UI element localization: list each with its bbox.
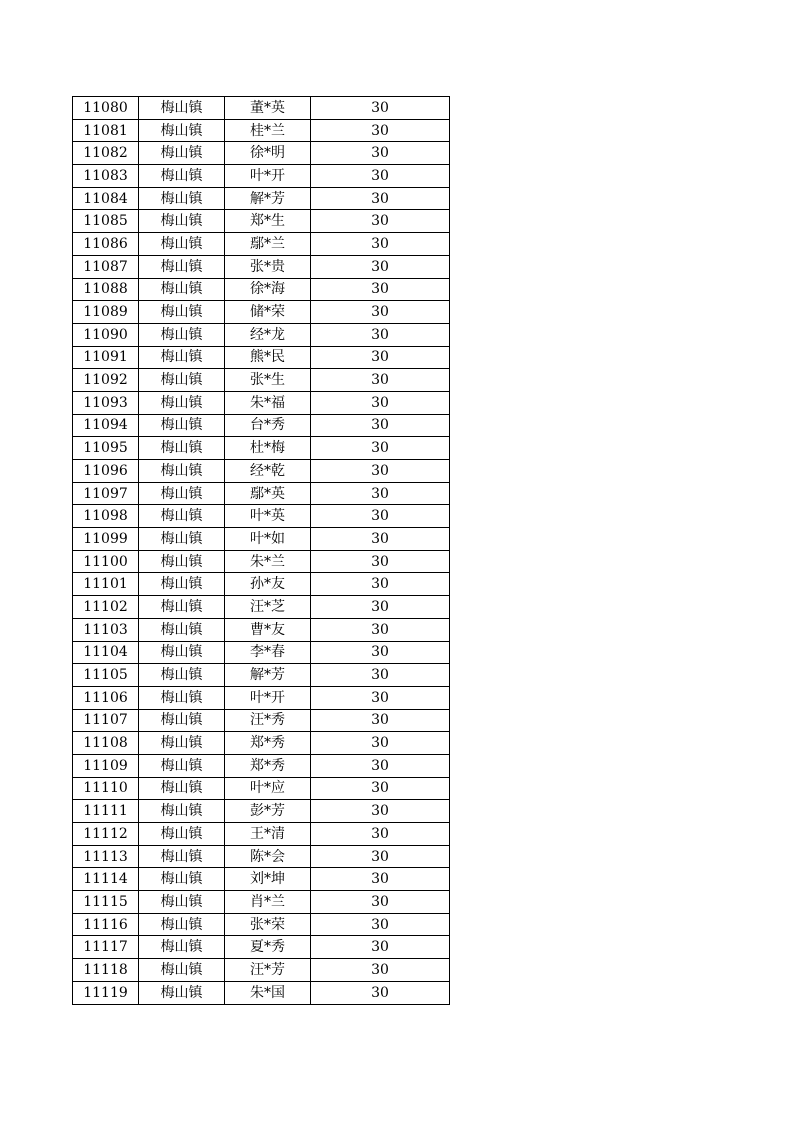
id-cell: 11112: [73, 823, 139, 846]
town-cell: 梅山镇: [139, 414, 225, 437]
name-cell: 郑*秀: [225, 754, 311, 777]
town-cell: 梅山镇: [139, 573, 225, 596]
name-cell: 汪*芳: [225, 959, 311, 982]
town-cell: 梅山镇: [139, 255, 225, 278]
town-cell: 梅山镇: [139, 936, 225, 959]
table-row: [73, 959, 450, 982]
id-cell: 11118: [73, 959, 139, 982]
id-cell: 11098: [73, 505, 139, 528]
id-cell: 11086: [73, 233, 139, 256]
id-cell: 11104: [73, 641, 139, 664]
table-row: [73, 301, 450, 324]
town-cell: 梅山镇: [139, 959, 225, 982]
id-cell: 11101: [73, 573, 139, 596]
amount-cell: 30: [311, 845, 450, 868]
table-row: [73, 777, 450, 800]
table-row: [73, 845, 450, 868]
table-row: [73, 618, 450, 641]
amount-cell: 30: [311, 573, 450, 596]
name-cell: 叶*应: [225, 777, 311, 800]
town-cell: 梅山镇: [139, 391, 225, 414]
name-cell: 储*荣: [225, 301, 311, 324]
name-cell: 陈*会: [225, 845, 311, 868]
name-cell: 叶*开: [225, 165, 311, 188]
id-cell: 11114: [73, 868, 139, 891]
table-row: [73, 868, 450, 891]
name-cell: 刘*坤: [225, 868, 311, 891]
name-cell: 王*清: [225, 823, 311, 846]
amount-cell: 30: [311, 732, 450, 755]
name-cell: 叶*开: [225, 686, 311, 709]
amount-cell: 30: [311, 323, 450, 346]
table-row: [73, 913, 450, 936]
id-cell: 11115: [73, 891, 139, 914]
id-cell: 11106: [73, 686, 139, 709]
name-cell: 郑*生: [225, 210, 311, 233]
amount-cell: 30: [311, 913, 450, 936]
amount-cell: 30: [311, 346, 450, 369]
name-cell: 解*芳: [225, 187, 311, 210]
id-cell: 11094: [73, 414, 139, 437]
town-cell: 梅山镇: [139, 482, 225, 505]
id-cell: 11111: [73, 800, 139, 823]
town-cell: 梅山镇: [139, 641, 225, 664]
table-row: [73, 437, 450, 460]
id-cell: 11082: [73, 142, 139, 165]
table-row: [73, 664, 450, 687]
table-row: [73, 936, 450, 959]
amount-cell: 30: [311, 142, 450, 165]
id-cell: 11119: [73, 981, 139, 1004]
id-cell: 11088: [73, 278, 139, 301]
amount-cell: 30: [311, 868, 450, 891]
table-row: [73, 255, 450, 278]
table-row: [73, 641, 450, 664]
amount-cell: 30: [311, 823, 450, 846]
town-cell: 梅山镇: [139, 618, 225, 641]
town-cell: 梅山镇: [139, 845, 225, 868]
table-row: [73, 142, 450, 165]
name-cell: 朱*兰: [225, 550, 311, 573]
table-row: [73, 823, 450, 846]
town-cell: 梅山镇: [139, 437, 225, 460]
town-cell: 梅山镇: [139, 686, 225, 709]
id-cell: 11116: [73, 913, 139, 936]
town-cell: 梅山镇: [139, 981, 225, 1004]
amount-cell: 30: [311, 754, 450, 777]
amount-cell: 30: [311, 255, 450, 278]
name-cell: 曹*友: [225, 618, 311, 641]
data-table: [72, 96, 450, 1005]
table-row: [73, 754, 450, 777]
town-cell: 梅山镇: [139, 823, 225, 846]
town-cell: 梅山镇: [139, 913, 225, 936]
table-row: [73, 97, 450, 120]
town-cell: 梅山镇: [139, 550, 225, 573]
amount-cell: 30: [311, 210, 450, 233]
table-row: [73, 414, 450, 437]
amount-cell: 30: [311, 709, 450, 732]
name-cell: 叶*如: [225, 528, 311, 551]
town-cell: 梅山镇: [139, 119, 225, 142]
name-cell: 郑*秀: [225, 732, 311, 755]
town-cell: 梅山镇: [139, 868, 225, 891]
id-cell: 11092: [73, 369, 139, 392]
name-cell: 熊*民: [225, 346, 311, 369]
town-cell: 梅山镇: [139, 709, 225, 732]
table-row: [73, 165, 450, 188]
name-cell: 张*贵: [225, 255, 311, 278]
name-cell: 孙*友: [225, 573, 311, 596]
id-cell: 11089: [73, 301, 139, 324]
amount-cell: 30: [311, 301, 450, 324]
id-cell: 11103: [73, 618, 139, 641]
town-cell: 梅山镇: [139, 596, 225, 619]
amount-cell: 30: [311, 777, 450, 800]
town-cell: 梅山镇: [139, 800, 225, 823]
table-row: [73, 346, 450, 369]
id-cell: 11110: [73, 777, 139, 800]
id-cell: 11102: [73, 596, 139, 619]
town-cell: 梅山镇: [139, 233, 225, 256]
id-cell: 11095: [73, 437, 139, 460]
town-cell: 梅山镇: [139, 777, 225, 800]
town-cell: 梅山镇: [139, 732, 225, 755]
amount-cell: 30: [311, 641, 450, 664]
amount-cell: 30: [311, 936, 450, 959]
amount-cell: 30: [311, 800, 450, 823]
table-row: [73, 800, 450, 823]
table-row: [73, 460, 450, 483]
table-row: [73, 391, 450, 414]
table-row: [73, 528, 450, 551]
table-row: [73, 187, 450, 210]
table-row: [73, 119, 450, 142]
id-cell: 11096: [73, 460, 139, 483]
town-cell: 梅山镇: [139, 142, 225, 165]
id-cell: 11107: [73, 709, 139, 732]
name-cell: 肖*兰: [225, 891, 311, 914]
name-cell: 夏*秀: [225, 936, 311, 959]
amount-cell: 30: [311, 686, 450, 709]
town-cell: 梅山镇: [139, 301, 225, 324]
name-cell: 台*秀: [225, 414, 311, 437]
amount-cell: 30: [311, 187, 450, 210]
amount-cell: 30: [311, 233, 450, 256]
table-row: [73, 505, 450, 528]
amount-cell: 30: [311, 618, 450, 641]
name-cell: 徐*海: [225, 278, 311, 301]
name-cell: 经*乾: [225, 460, 311, 483]
table-row: [73, 732, 450, 755]
id-cell: 11083: [73, 165, 139, 188]
name-cell: 朱*福: [225, 391, 311, 414]
name-cell: 解*芳: [225, 664, 311, 687]
name-cell: 桂*兰: [225, 119, 311, 142]
table-row: [73, 596, 450, 619]
amount-cell: 30: [311, 414, 450, 437]
name-cell: 鄢*兰: [225, 233, 311, 256]
id-cell: 11085: [73, 210, 139, 233]
name-cell: 杜*梅: [225, 437, 311, 460]
name-cell: 汪*芝: [225, 596, 311, 619]
town-cell: 梅山镇: [139, 369, 225, 392]
table-row: [73, 550, 450, 573]
id-cell: 11113: [73, 845, 139, 868]
name-cell: 汪*秀: [225, 709, 311, 732]
table-row: [73, 709, 450, 732]
table-row: [73, 686, 450, 709]
town-cell: 梅山镇: [139, 97, 225, 120]
table-row: [73, 891, 450, 914]
town-cell: 梅山镇: [139, 460, 225, 483]
amount-cell: 30: [311, 550, 450, 573]
name-cell: 张*荣: [225, 913, 311, 936]
id-cell: 11091: [73, 346, 139, 369]
amount-cell: 30: [311, 891, 450, 914]
name-cell: 叶*英: [225, 505, 311, 528]
id-cell: 11090: [73, 323, 139, 346]
id-cell: 11087: [73, 255, 139, 278]
town-cell: 梅山镇: [139, 165, 225, 188]
amount-cell: 30: [311, 437, 450, 460]
table-row: [73, 573, 450, 596]
name-cell: 张*生: [225, 369, 311, 392]
name-cell: 朱*国: [225, 981, 311, 1004]
table-row: [73, 233, 450, 256]
id-cell: 11097: [73, 482, 139, 505]
id-cell: 11108: [73, 732, 139, 755]
town-cell: 梅山镇: [139, 664, 225, 687]
table-row: [73, 323, 450, 346]
amount-cell: 30: [311, 959, 450, 982]
amount-cell: 30: [311, 165, 450, 188]
amount-cell: 30: [311, 482, 450, 505]
id-cell: 11100: [73, 550, 139, 573]
amount-cell: 30: [311, 369, 450, 392]
id-cell: 11109: [73, 754, 139, 777]
town-cell: 梅山镇: [139, 346, 225, 369]
id-cell: 11080: [73, 97, 139, 120]
amount-cell: 30: [311, 664, 450, 687]
table-row: [73, 210, 450, 233]
amount-cell: 30: [311, 97, 450, 120]
amount-cell: 30: [311, 460, 450, 483]
name-cell: 彭*芳: [225, 800, 311, 823]
name-cell: 李*春: [225, 641, 311, 664]
town-cell: 梅山镇: [139, 505, 225, 528]
id-cell: 11093: [73, 391, 139, 414]
amount-cell: 30: [311, 505, 450, 528]
amount-cell: 30: [311, 596, 450, 619]
amount-cell: 30: [311, 391, 450, 414]
id-cell: 11084: [73, 187, 139, 210]
town-cell: 梅山镇: [139, 210, 225, 233]
table-row: [73, 981, 450, 1004]
amount-cell: 30: [311, 528, 450, 551]
name-cell: 董*英: [225, 97, 311, 120]
town-cell: 梅山镇: [139, 891, 225, 914]
amount-cell: 30: [311, 981, 450, 1004]
table-body: [73, 97, 450, 1005]
id-cell: 11117: [73, 936, 139, 959]
name-cell: 经*龙: [225, 323, 311, 346]
town-cell: 梅山镇: [139, 528, 225, 551]
town-cell: 梅山镇: [139, 323, 225, 346]
id-cell: 11105: [73, 664, 139, 687]
town-cell: 梅山镇: [139, 278, 225, 301]
town-cell: 梅山镇: [139, 187, 225, 210]
town-cell: 梅山镇: [139, 754, 225, 777]
table-row: [73, 278, 450, 301]
id-cell: 11099: [73, 528, 139, 551]
name-cell: 鄢*英: [225, 482, 311, 505]
amount-cell: 30: [311, 119, 450, 142]
table-row: [73, 369, 450, 392]
name-cell: 徐*明: [225, 142, 311, 165]
amount-cell: 30: [311, 278, 450, 301]
table-row: [73, 482, 450, 505]
id-cell: 11081: [73, 119, 139, 142]
